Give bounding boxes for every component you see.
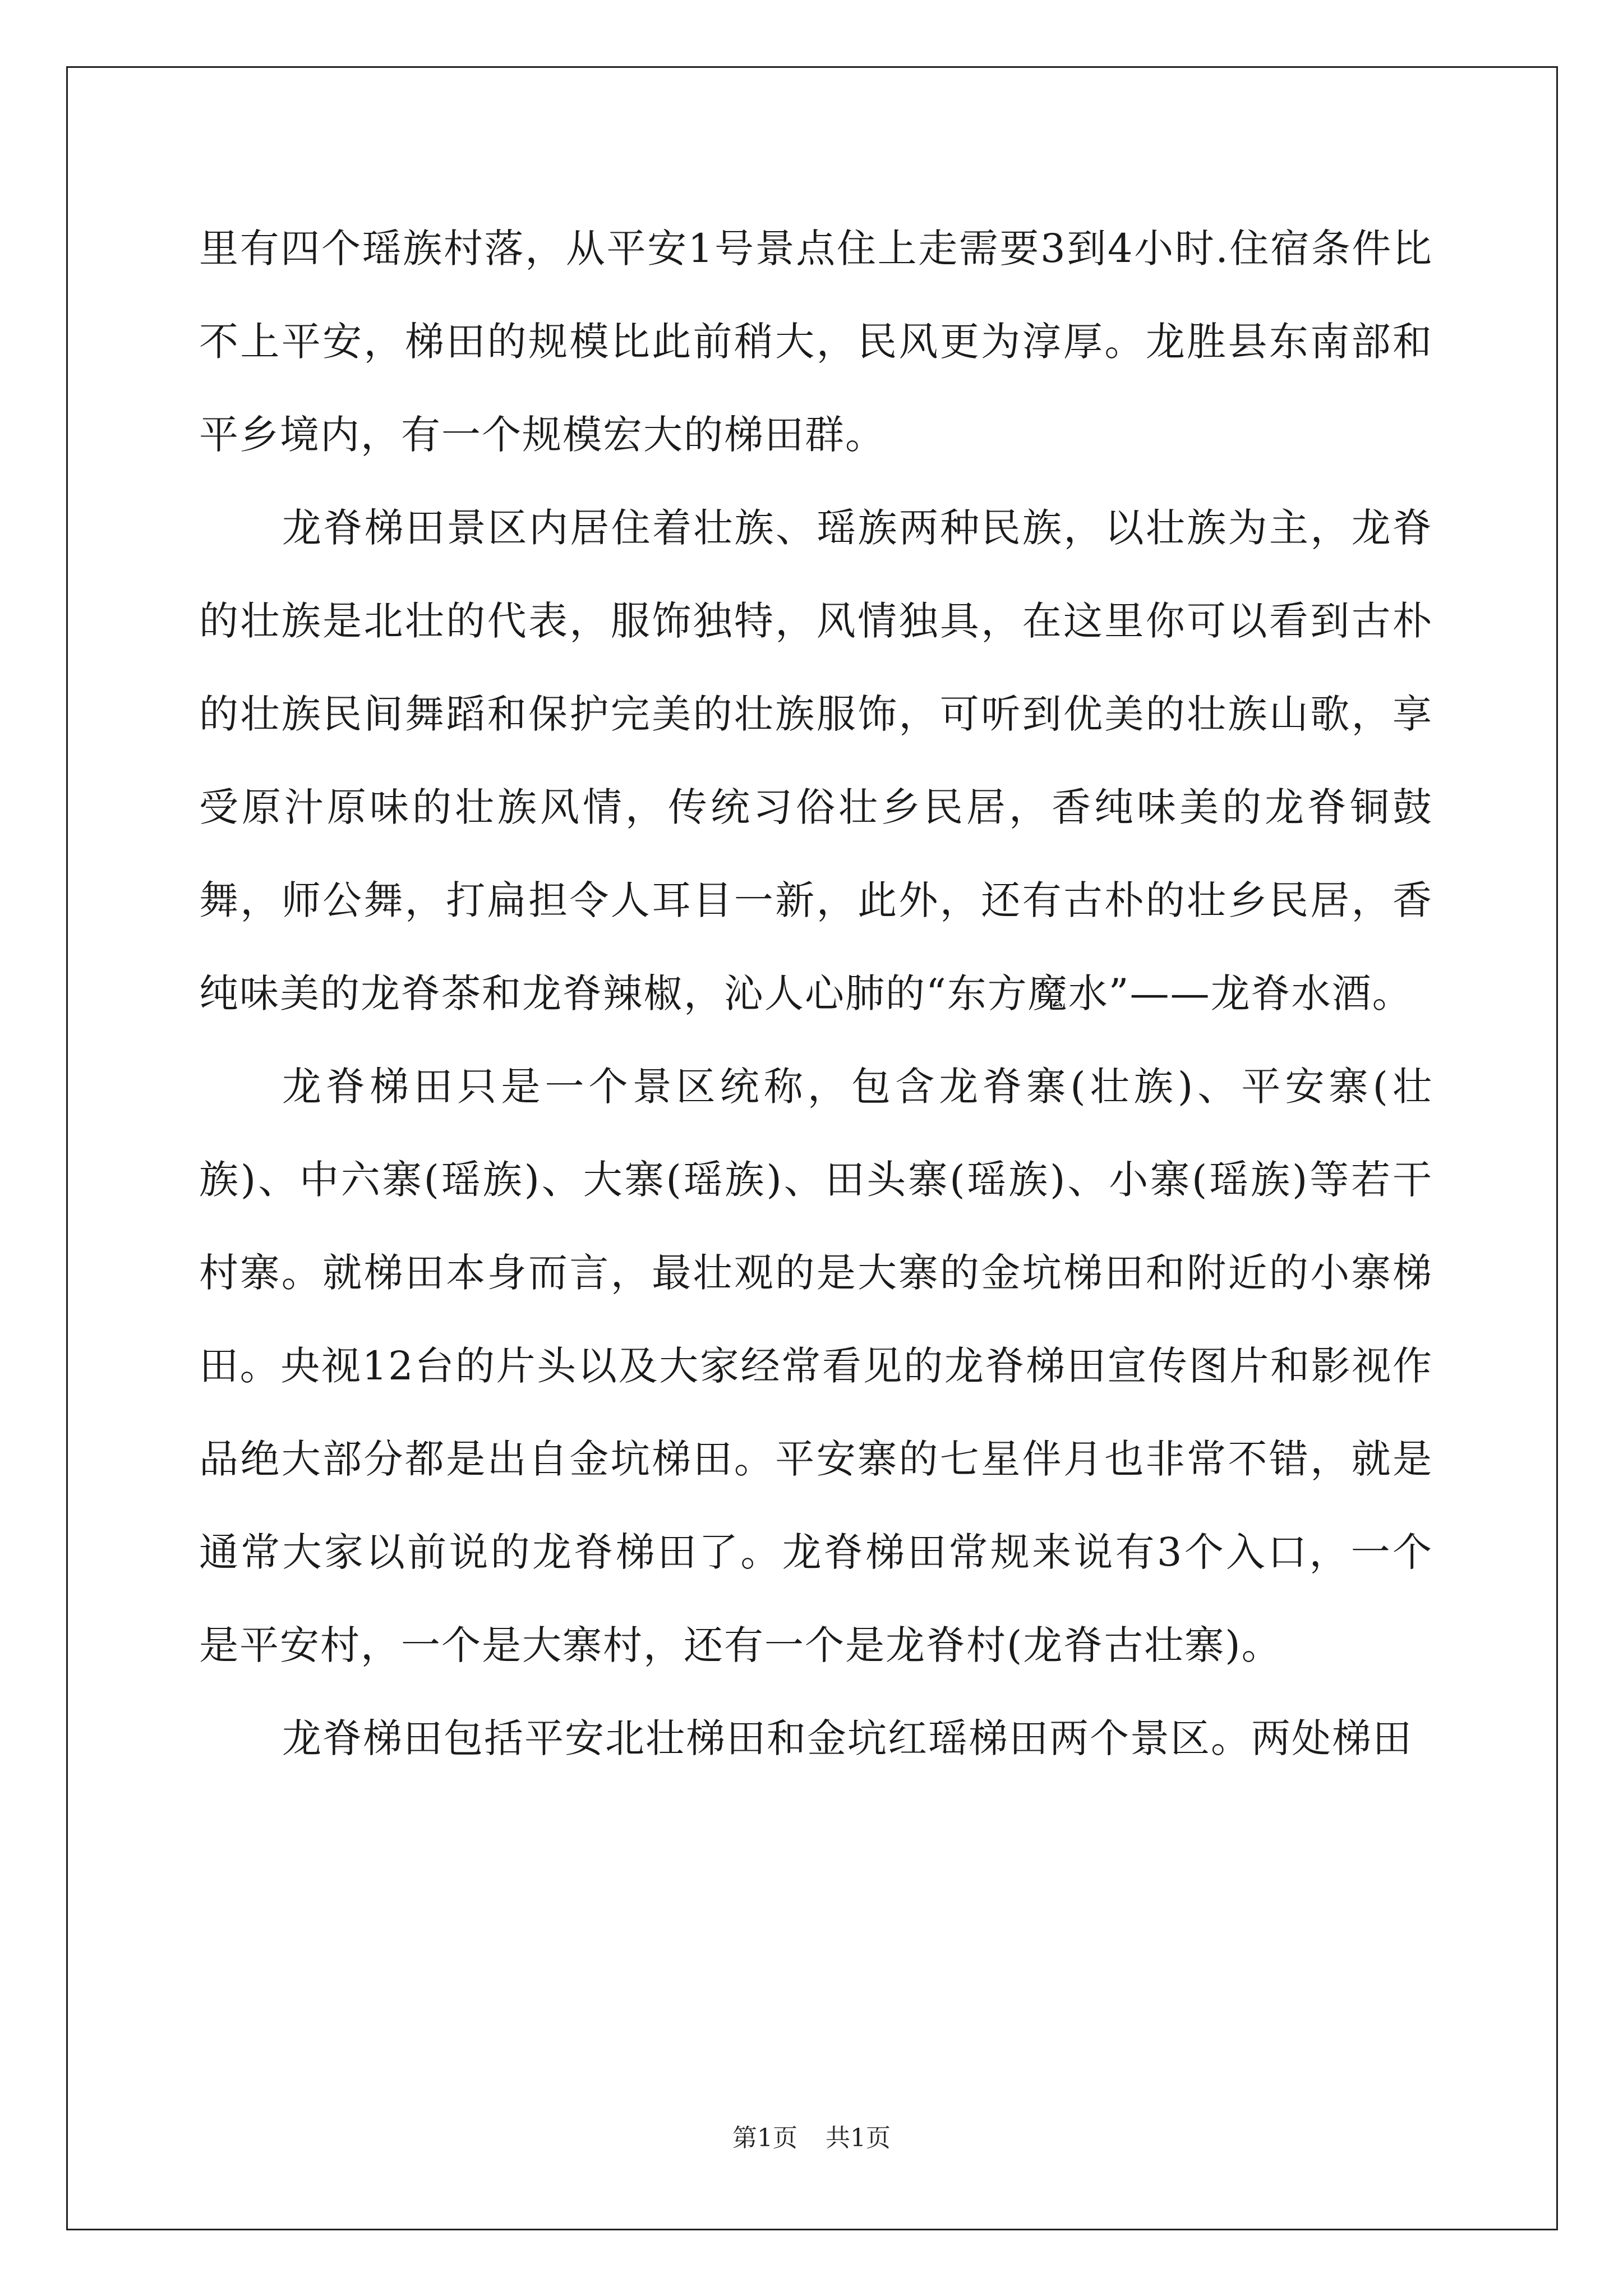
page-total: 共1页 [826,2124,891,2152]
paragraph-4: 龙脊梯田包括平安北壮梯田和金坑红瑶梯田两个景区。两处梯田 [282,1715,1413,1761]
paragraph-2: 龙脊梯田景区内居住着壮族、瑶族两种民族，以壮族为主，龙脊的壮族是北壮的代表，服饰独特，风情独具，在这里你可以看到古朴的壮族民间舞蹈和保护完美的壮族服饰，可听到优美的壮族山歌，享受原汁原味的壮族风情，传统习俗壮乡民居，香纯味美的龙脊铜鼓舞，师公舞，打扁担令人耳目一新，此外，还有古朴的壮乡民居，香纯味美的龙脊茶和龙脊辣椒，沁人心肺的“东方魔水”——龙脊水酒。 [199,505,1433,1016]
document-body [199,202,1433,1785]
paragraph-1: 里有四个瑶族村落，从平安1号景点住上走需要3到4小时.住宿条件比不上平安，梯田的规模比此前稍大，民风更为淳厚。龙胜县东南部和平乡境内，有一个规模宏大的梯田群。 [199,226,1433,458]
page-number: 第1页 [732,2124,797,2152]
page-footer [0,2122,1623,2155]
paragraph-3: 龙脊梯田只是一个景区统称，包含龙脊寨(壮族)、平安寨(壮族)、中六寨(瑶族)、大寨(瑶族)、田头寨(瑶族)、小寨(瑶族)等若干村寨。就梯田本身而言，最壮观的是大寨的金坑梯田和附近的小寨梯田。央视12台的片头以及大家经常看见的龙脊梯田宣传图片和影视作品绝大部分都是出自金坑梯田。平安寨的七星伴月也非常不错，就是通常大家以前说的龙脊梯田了。龙脊梯田常规来说有3个入口，一个是平安村，一个是大寨村，还有一个是龙脊村(龙脊古壮寨)。 [199,1064,1433,1668]
